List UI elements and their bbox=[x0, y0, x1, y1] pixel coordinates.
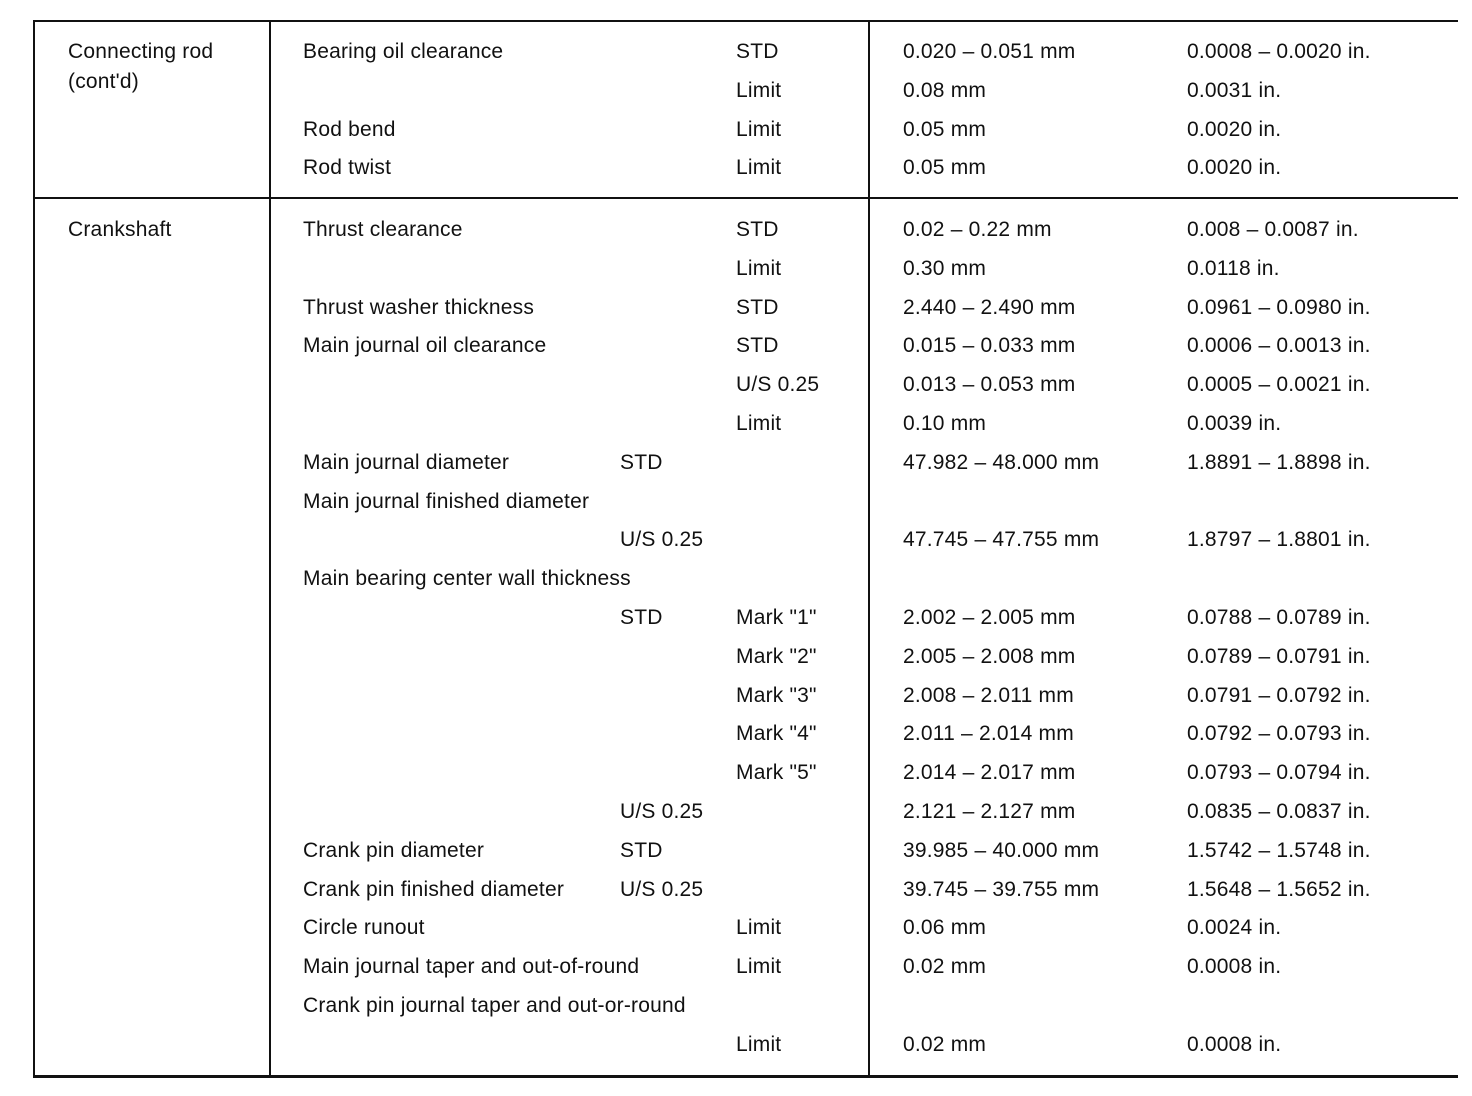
imperial-value: 0.0961 – 0.0980 in. bbox=[1187, 296, 1371, 319]
imperial-value: 0.0835 – 0.0837 in. bbox=[1187, 800, 1371, 823]
spec-condition: STD bbox=[736, 218, 779, 241]
spec-item-label: Main journal oil clearance bbox=[303, 334, 547, 357]
imperial-value: 1.8891 – 1.8898 in. bbox=[1187, 451, 1371, 474]
metric-value: 39.745 – 39.755 mm bbox=[903, 878, 1100, 901]
metric-value: 0.02 – 0.22 mm bbox=[903, 218, 1052, 241]
imperial-value: 0.0791 – 0.0792 in. bbox=[1187, 684, 1371, 707]
left-border bbox=[33, 20, 35, 1078]
spec-condition: Limit bbox=[736, 257, 782, 280]
imperial-value: 0.0008 in. bbox=[1187, 955, 1282, 978]
metric-value: 2.440 – 2.490 mm bbox=[903, 296, 1076, 319]
component-name: Connecting rod bbox=[68, 40, 214, 63]
metric-value: 2.011 – 2.014 mm bbox=[903, 722, 1074, 745]
metric-value: 0.013 – 0.053 mm bbox=[903, 373, 1076, 396]
metric-value: 0.05 mm bbox=[903, 156, 987, 179]
spec-condition: Mark "2" bbox=[736, 645, 817, 668]
metric-value: 2.005 – 2.008 mm bbox=[903, 645, 1076, 668]
imperial-value: 0.0793 – 0.0794 in. bbox=[1187, 761, 1371, 784]
imperial-value: 0.0789 – 0.0791 in. bbox=[1187, 645, 1371, 668]
imperial-value: 0.0020 in. bbox=[1187, 156, 1282, 179]
imperial-value: 0.008 – 0.0087 in. bbox=[1187, 218, 1359, 241]
imperial-value: 0.0006 – 0.0013 in. bbox=[1187, 334, 1371, 357]
spec-item-label: Main bearing center wall thickness bbox=[303, 567, 631, 590]
imperial-value: 0.0118 in. bbox=[1187, 257, 1280, 280]
spec-condition: Limit bbox=[736, 916, 782, 939]
spec-condition: Mark "1" bbox=[736, 606, 817, 629]
metric-value: 2.121 – 2.127 mm bbox=[903, 800, 1076, 823]
spec-condition: Mark "4" bbox=[736, 722, 817, 745]
spec-item-label: Main journal taper and out-of-round bbox=[303, 955, 640, 978]
spec-condition: Limit bbox=[736, 118, 782, 141]
spec-item-label: Circle runout bbox=[303, 916, 425, 939]
spec-sub-condition: STD bbox=[620, 606, 663, 629]
spec-item-label: Crank pin journal taper and out-or-round bbox=[303, 994, 686, 1017]
top-border bbox=[33, 20, 1458, 22]
imperial-value: 1.5742 – 1.5748 in. bbox=[1187, 839, 1371, 862]
spec-item-label: Crank pin finished diameter bbox=[303, 878, 565, 901]
spec-condition: STD bbox=[736, 334, 779, 357]
spec-condition: Limit bbox=[736, 955, 782, 978]
metric-value: 0.015 – 0.033 mm bbox=[903, 334, 1076, 357]
section-divider bbox=[33, 197, 1458, 199]
spec-condition: U/S 0.25 bbox=[736, 373, 820, 396]
spec-item-label: Bearing oil clearance bbox=[303, 40, 504, 63]
spec-condition: Mark "3" bbox=[736, 684, 817, 707]
metric-value: 0.30 mm bbox=[903, 257, 987, 280]
spec-item-label: Thrust washer thickness bbox=[303, 296, 535, 319]
spec-condition: STD bbox=[736, 40, 779, 63]
metric-value: 0.020 – 0.051 mm bbox=[903, 40, 1076, 63]
spec-sub-condition: U/S 0.25 bbox=[620, 878, 704, 901]
imperial-value: 0.0020 in. bbox=[1187, 118, 1282, 141]
spec-item-label: Rod bend bbox=[303, 118, 396, 141]
spec-item-label: Main journal finished diameter bbox=[303, 490, 590, 513]
metric-value: 0.10 mm bbox=[903, 412, 987, 435]
spec-condition: Mark "5" bbox=[736, 761, 817, 784]
imperial-value: 0.0008 – 0.0020 in. bbox=[1187, 40, 1371, 63]
bottom-border bbox=[33, 1075, 1458, 1078]
metric-value: 0.08 mm bbox=[903, 79, 987, 102]
spec-item-label: Main journal diameter bbox=[303, 451, 510, 474]
component-name: Crankshaft bbox=[68, 218, 172, 241]
spec-condition: STD bbox=[736, 296, 779, 319]
metric-value: 39.985 – 40.000 mm bbox=[903, 839, 1100, 862]
metric-value: 47.745 – 47.755 mm bbox=[903, 528, 1100, 551]
spec-item-label: Rod twist bbox=[303, 156, 392, 179]
imperial-value: 0.0031 in. bbox=[1187, 79, 1282, 102]
imperial-value: 0.0792 – 0.0793 in. bbox=[1187, 722, 1371, 745]
metric-value: 2.002 – 2.005 mm bbox=[903, 606, 1076, 629]
spec-condition: Limit bbox=[736, 156, 782, 179]
imperial-value: 1.8797 – 1.8801 in. bbox=[1187, 528, 1371, 551]
spec-condition: Limit bbox=[736, 412, 782, 435]
spec-sub-condition: STD bbox=[620, 839, 663, 862]
spec-condition: Limit bbox=[736, 1033, 782, 1056]
column-divider-1 bbox=[269, 20, 271, 1078]
imperial-value: 0.0788 – 0.0789 in. bbox=[1187, 606, 1371, 629]
imperial-value: 0.0008 in. bbox=[1187, 1033, 1282, 1056]
metric-value: 2.014 – 2.017 mm bbox=[903, 761, 1076, 784]
metric-value: 2.008 – 2.011 mm bbox=[903, 684, 1074, 707]
imperial-value: 0.0005 – 0.0021 in. bbox=[1187, 373, 1371, 396]
spec-item-label: Crank pin diameter bbox=[303, 839, 485, 862]
spec-condition: Limit bbox=[736, 79, 782, 102]
spec-item-label: Thrust clearance bbox=[303, 218, 463, 241]
spec-sub-condition: U/S 0.25 bbox=[620, 528, 704, 551]
metric-value: 0.05 mm bbox=[903, 118, 987, 141]
imperial-value: 1.5648 – 1.5652 in. bbox=[1187, 878, 1371, 901]
imperial-value: 0.0024 in. bbox=[1187, 916, 1282, 939]
metric-value: 47.982 – 48.000 mm bbox=[903, 451, 1100, 474]
column-divider-2 bbox=[868, 20, 870, 1078]
metric-value: 0.02 mm bbox=[903, 1033, 987, 1056]
spec-sub-condition: U/S 0.25 bbox=[620, 800, 704, 823]
metric-value: 0.06 mm bbox=[903, 916, 987, 939]
imperial-value: 0.0039 in. bbox=[1187, 412, 1282, 435]
metric-value: 0.02 mm bbox=[903, 955, 987, 978]
component-name: (cont'd) bbox=[68, 70, 139, 93]
spec-sub-condition: STD bbox=[620, 451, 663, 474]
